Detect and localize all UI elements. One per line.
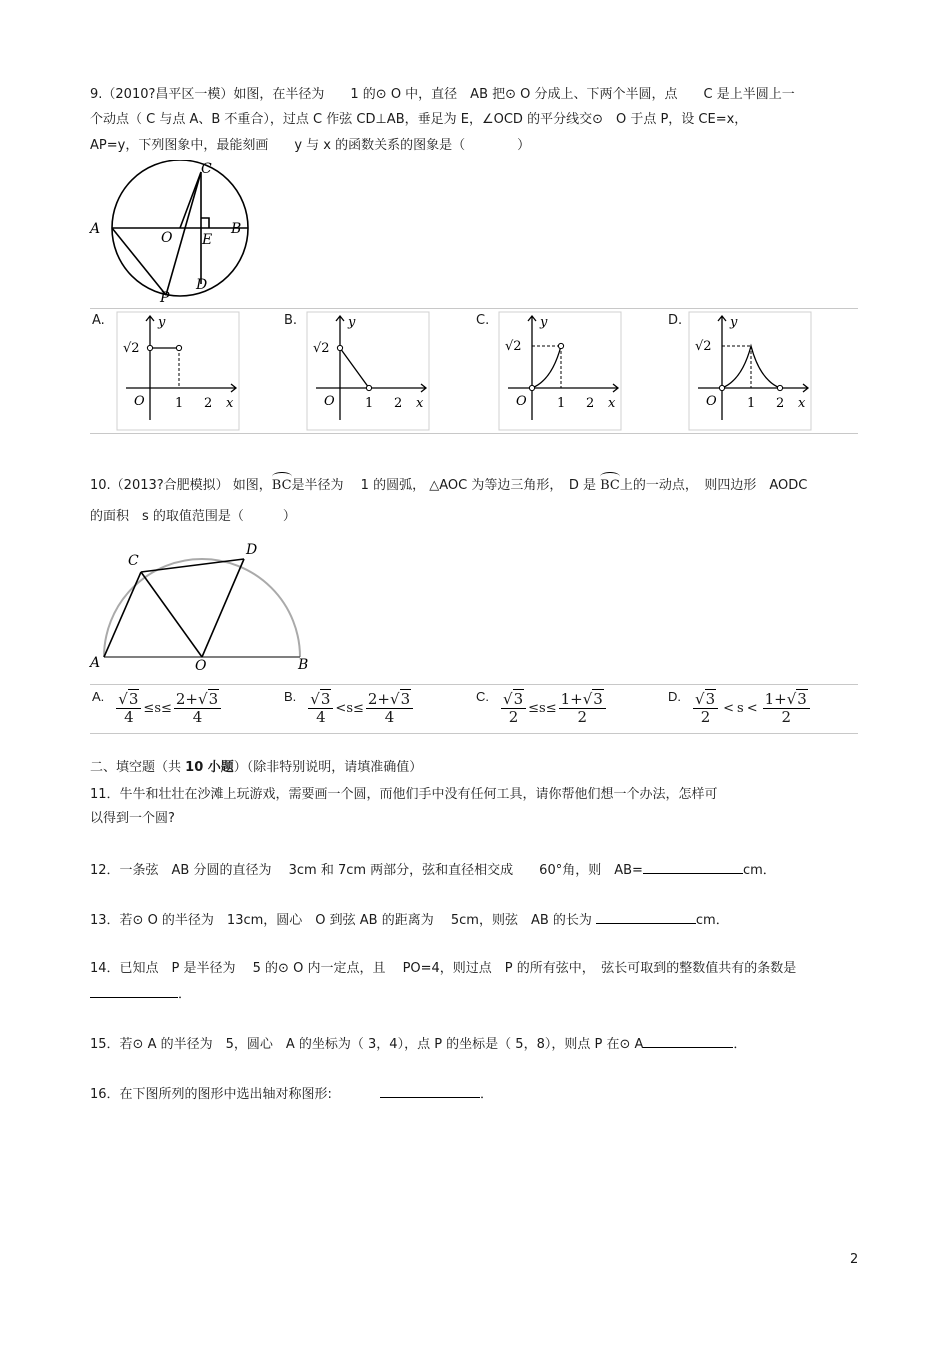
q10-option-b-label: B. [284,689,297,704]
q9b-xtick-1: 1 [365,396,374,411]
q9-label-c: C [201,161,212,177]
q10-line-1-a: 10.（2013?合肥模拟） 如图， [90,478,272,493]
q10a-rel1: ≤ [143,700,155,716]
q10-side-ac [104,572,141,657]
q9d-axis-x-label: x [798,396,806,411]
q9c-origin: O [516,394,527,409]
q9-option-c-label[interactable]: C. [476,313,490,328]
q10-option-b[interactable]: B. $\frac{√3}{4}$ < s ≤ $\frac{2+√3}{4}$ [284,685,415,731]
q10c-right-pre: 1+ [560,689,583,708]
q10c-rel1: ≤ [528,700,540,716]
q10-line-1-c: 上的一动点， 则四边形 AODC [619,478,808,493]
q14-answer-blank[interactable] [90,985,178,998]
section-2-heading-b: ）（除非特别说明，请填准确值） [233,760,423,775]
section-2-count: 10 小题 [185,760,234,775]
q10a-right-den: 4 [192,707,203,726]
q9-option-d-label[interactable]: D. [668,313,683,328]
q14-end: ． [178,987,192,1002]
q10c-right-rad: 3 [593,689,603,708]
q10-line-2: 的面积 s 的取值范围是（ ） [90,509,296,524]
q10b-var: s [346,700,353,716]
q9-circle-figure [88,160,258,305]
q15-end: ． [733,1037,747,1052]
q9d-xtick-1: 1 [747,396,756,411]
q10a-left-den: 4 [124,707,134,726]
q9b-axis-x-label: x [416,396,424,411]
q10-option-a-label: A. [92,689,105,704]
q10b-right-rad: 3 [400,689,411,708]
q9-option-d-graph[interactable] [680,310,825,432]
q9d-axis-y-label: y [730,315,738,330]
q9b-ytick: √2 [313,341,330,356]
q9a-axis-x-label: x [226,396,234,411]
q13-answer-blank[interactable] [596,911,696,924]
q16-text: 16．在下图所列的图形中选出轴对称图形: [90,1087,332,1102]
q10c-right-den: 2 [577,707,587,726]
q12-unit: cm． [742,863,776,878]
q10-side-cd [141,559,244,572]
q10a-right-pre: 2+ [175,689,199,708]
q10c-var: s [539,700,546,716]
q13-line [90,911,729,930]
q10a-rel2: ≤ [160,700,172,716]
q9a-ytick: √2 [123,341,140,356]
q10-arc-bc-1: BC [271,478,292,493]
q9c-xtick-1: 1 [557,396,566,411]
q12-answer-blank[interactable] [643,861,743,874]
q10-option-c-label: C. [476,689,489,704]
q9c-ytick: √2 [505,339,522,354]
q13-text: 13．若⊙ O 的半径为 13cm，圆心 O 到弦 AB 的距离为 5cm，则弦 AB 的长为 [90,913,592,928]
page-number: 2 [850,1252,859,1267]
q9-label-o: O [161,230,173,246]
q9-line-3: AP=y，下列图象中，最能刻画 y 与 x 的函数关系的图象是（ ） [90,138,531,153]
q15-text: 15．若⊙ A 的半径为 5，圆心 A 的坐标为（ 3，4），点 P 的坐标是（ 5，8），则点 P 在⊙ A [90,1037,644,1052]
q9d-xtick-2: 2 [776,396,785,411]
q10d-var: s [737,700,744,716]
q10-label-b: B [298,657,309,672]
q9-line-2: 个动点（ C 与点 A、B 不重合），过点 C 作弦 CD⊥AB，垂足为 E，∠OCD 的平分线交⊙ O 于点 P，设 CE=x， [90,112,748,127]
q10c-left-rad: 3 [513,689,524,708]
q10a-left-rad: 3 [128,689,139,708]
q12-text: 12．一条弦 AB 分圆的直径为 3cm 和 7cm 两部分，弦和直径相交成 60°角，则 AB= [90,863,643,878]
q9-label-a: A [90,221,101,237]
q9-label-p: P [160,290,170,305]
q10-side-do [202,559,244,657]
q11-line-1: 11．牛牛和壮壮在沙滩上玩游戏，需要画一个圆，而他们手中没有任何工具，请你帮他们想一个办法，怎样可 [90,787,718,802]
q10-arc-bc-2: BC [600,478,620,493]
q14-line-1: 14．已知点 P 是半径为 5 的⊙ O 内一定点，且 PO=4，则过点 P 的所有弦中， 弦长可取到的整数值共有的条数是 [90,961,797,976]
q10b-left-rad: 3 [320,689,331,708]
q16-line [90,1085,493,1104]
q9b-origin: O [324,394,335,409]
q9d-origin: O [706,394,717,409]
q9b-axis-y-label: y [348,315,356,330]
q15-answer-blank[interactable] [643,1035,733,1048]
q9-line-1: 9.（2010?昌平区一模）如图，在半径为 1 的⊙ O 中，直径 AB 把⊙ O 分成上、下两个半圆，点 C 是上半圆上一 [90,87,795,102]
q10b-rel2: ≤ [352,700,364,716]
q11-line-2: 以得到一个圆? [90,811,175,826]
q10d-rel1: < [723,700,735,716]
q10b-rel1: < [335,700,347,716]
q10-option-d[interactable]: D. $\frac{√3}{2}$ < s < $\frac{1+√3}{2}$ [668,685,812,731]
q9c-axis-x-label: x [608,396,616,411]
q10d-right-rad: 3 [797,689,807,708]
q10-option-a[interactable]: A. $\frac{√3}{4}$ ≤ s ≤ $\frac{2+√3}{4}$ [92,685,223,731]
q14-line-2 [90,985,191,1004]
q9-option-a-label[interactable]: A. [92,313,105,328]
q9c-axis-y-label: y [540,315,548,330]
q10d-right-den: 2 [781,707,791,726]
q10d-rel2: < [746,700,758,716]
q10-label-c: C [128,553,139,569]
q10-option-d-label: D. [668,689,681,704]
q9d-ytick: √2 [695,339,712,354]
q16-end: ． [479,1087,493,1102]
q10-line-1 [90,477,807,495]
q10-arc-figure [86,537,316,672]
q9b-xtick-2: 2 [394,396,403,411]
q13-unit: cm． [695,913,729,928]
q10-label-o: O [195,658,207,672]
q10d-right-pre: 1+ [764,689,787,708]
q12-line [90,861,776,880]
q9a-origin: O [134,394,145,409]
q9-label-e: E [202,232,213,248]
q10d-left-den: 2 [700,707,711,726]
q10-side-co [141,572,202,657]
q10-label-a: A [90,655,101,671]
q10b-right-pre: 2+ [367,689,391,708]
q10-label-d: D [246,542,258,558]
q10-options-row [90,684,858,734]
q10c-rel2: ≤ [545,700,557,716]
q10-semicircle-arc [104,559,300,657]
section-2-heading [90,759,422,777]
q10c-left-den: 2 [508,707,519,726]
q9-right-angle-mark [201,218,209,228]
q9a-axis-y-label: y [158,315,166,330]
q9a-xtick-2: 2 [204,396,213,411]
q9-label-b: B [231,221,242,237]
q9a-xtick-1: 1 [175,396,184,411]
q9-option-b-label[interactable]: B. [284,313,298,328]
q9-label-d: D [196,277,208,293]
q16-answer-blank[interactable] [380,1085,480,1098]
q10b-left-den: 4 [316,707,326,726]
q9-option-c-graph[interactable] [490,310,635,432]
q10d-left-rad: 3 [705,689,716,708]
q9-option-a-graph[interactable] [108,310,253,432]
q10-line-1-b: 是半径为 1 的圆弧， △AOC 为等边三角形， D 是 [291,478,596,493]
q15-line [90,1035,746,1054]
q10-option-c[interactable]: C. $\frac{√3}{2}$ ≤ s ≤ $\frac{1+√3}{2}$ [476,685,608,731]
section-2-heading-a: 二、填空题（共 [90,760,182,775]
q9c-xtick-2: 2 [586,396,595,411]
q10b-right-den: 4 [384,707,395,726]
q10a-right-rad: 3 [208,689,219,708]
q10a-var: s [154,700,161,716]
q9-option-b-graph[interactable] [298,310,443,432]
